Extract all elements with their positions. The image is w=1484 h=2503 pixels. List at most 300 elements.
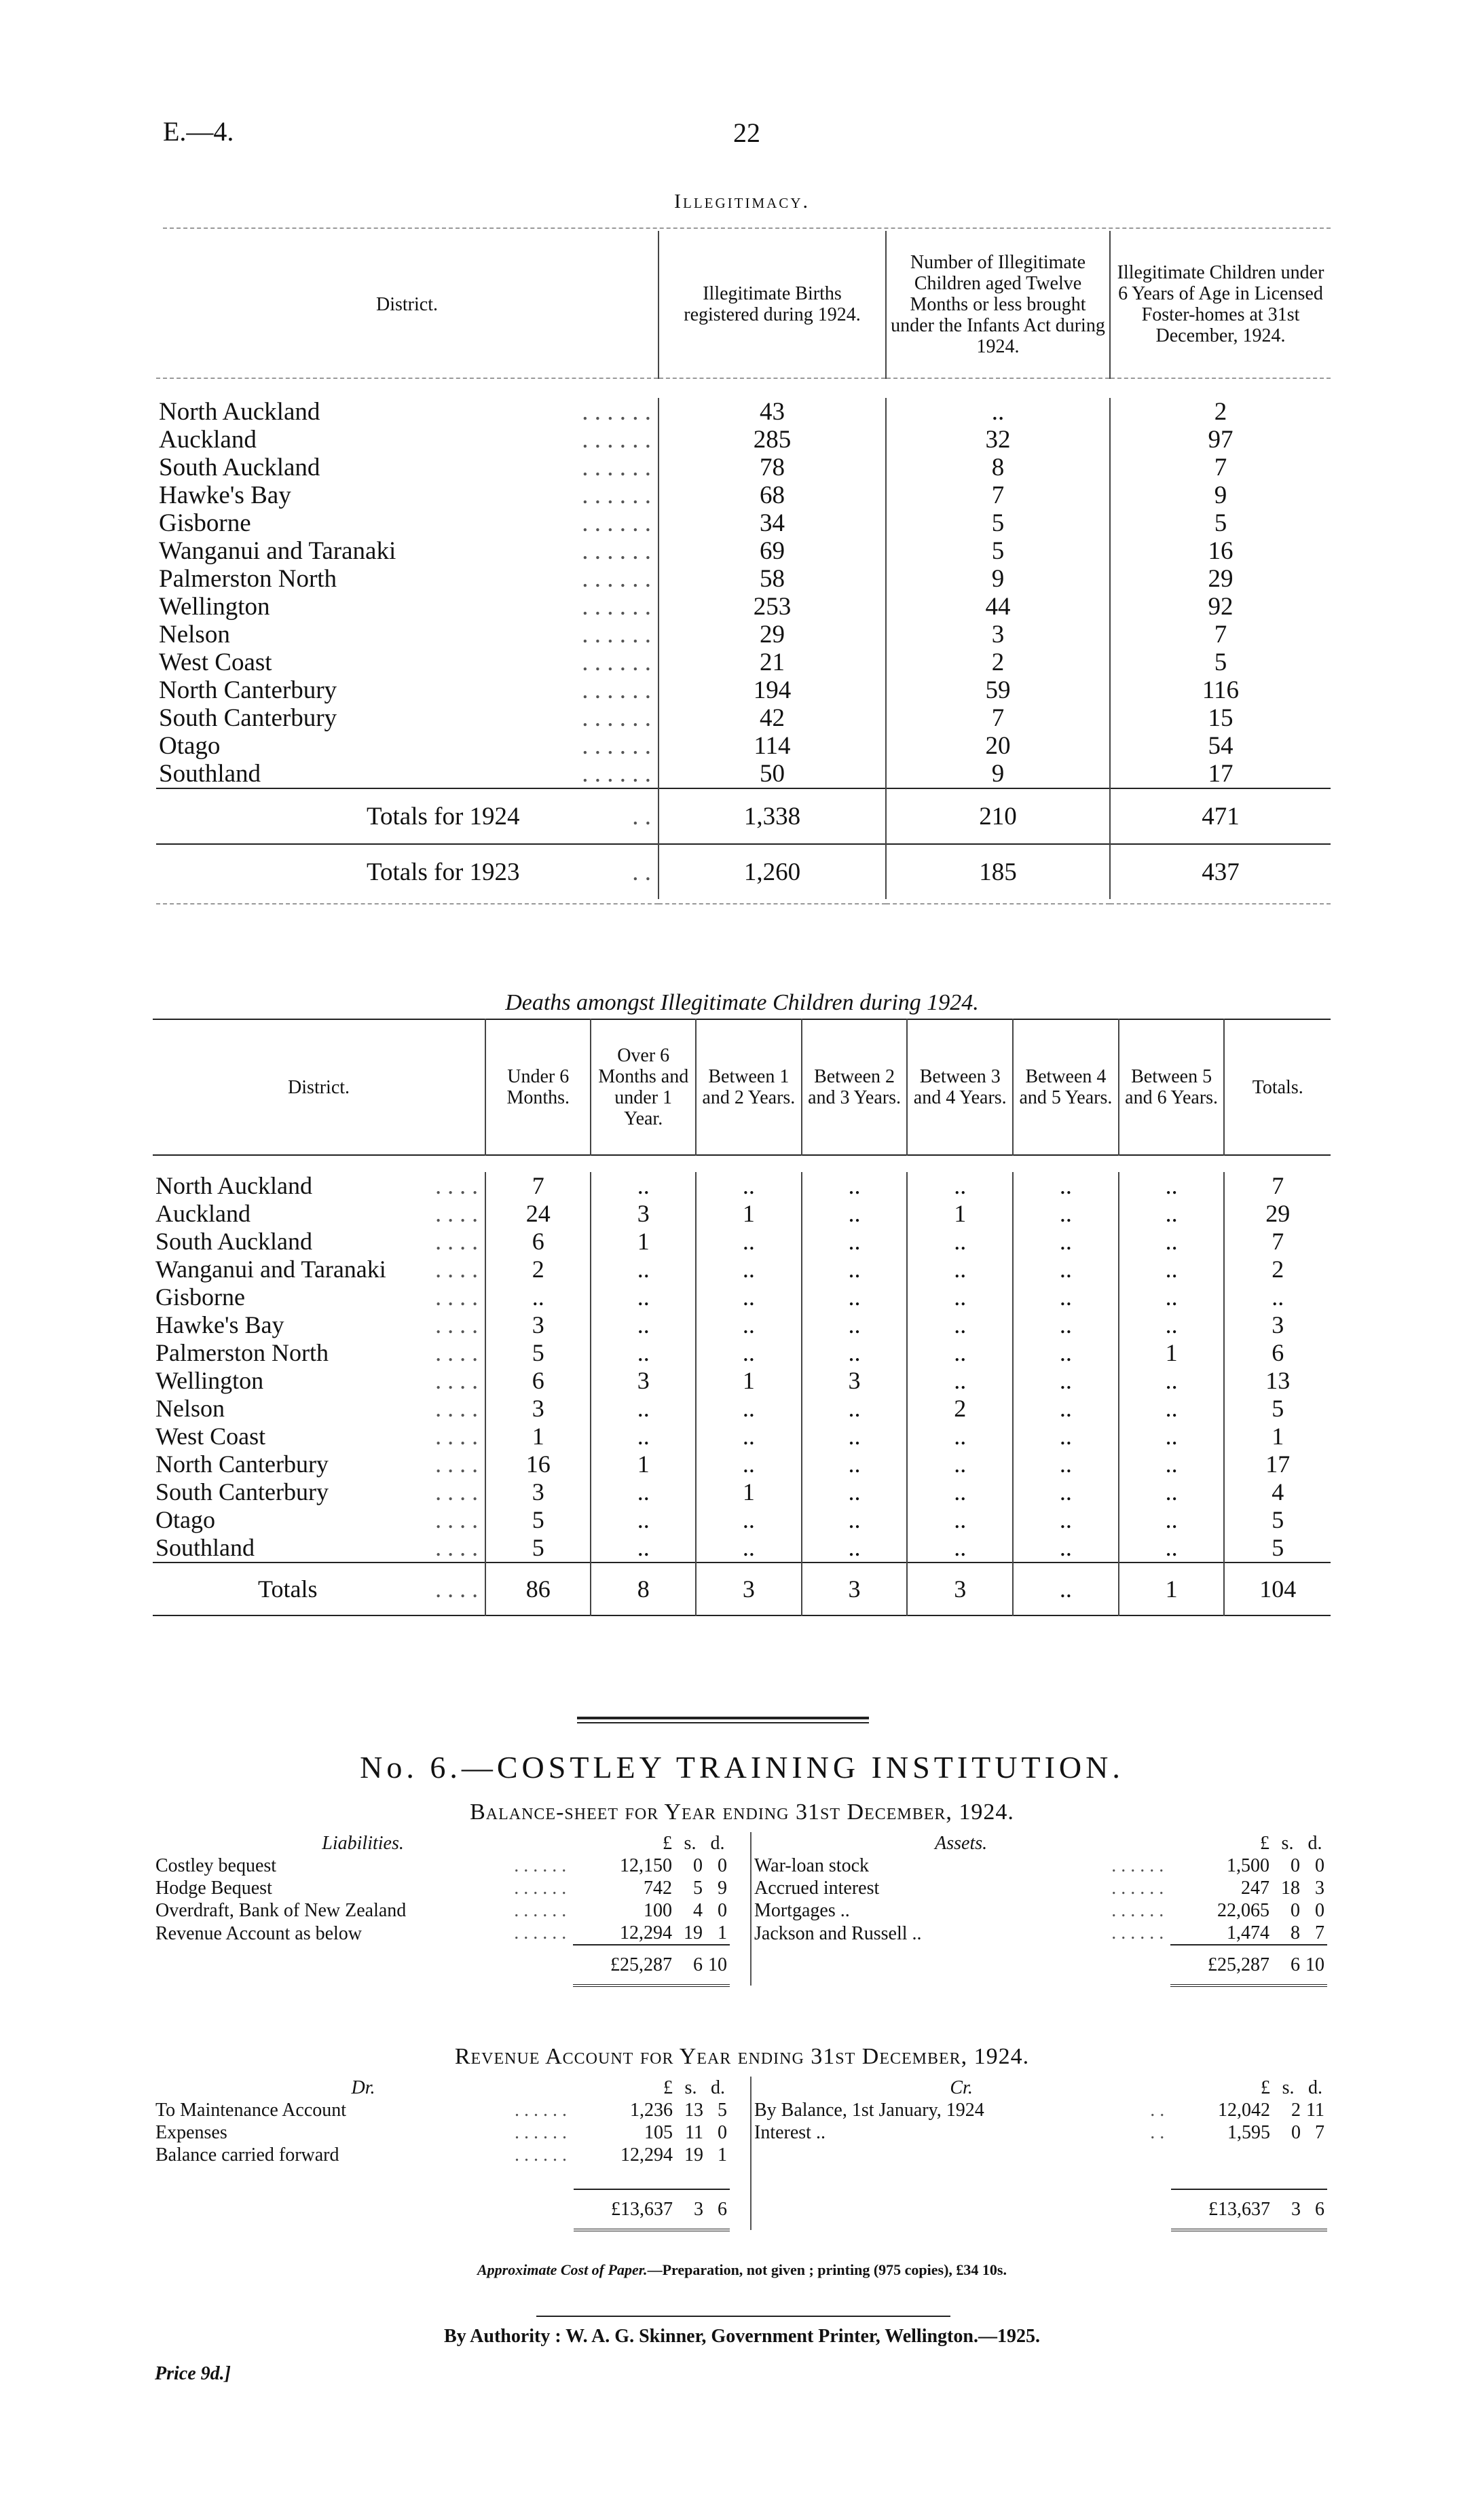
leader-dots: . . . . xyxy=(435,1367,479,1394)
amount-pounds: 742 xyxy=(644,1878,673,1899)
deaths-cell: 2 xyxy=(1224,1256,1331,1283)
amount-pence: 3 xyxy=(1315,1878,1324,1899)
deaths-cell: 4 xyxy=(1224,1478,1331,1506)
account-item: Balance carried forward xyxy=(155,2144,339,2166)
table-row xyxy=(156,537,1331,565)
district-name: Wanganui and Taranaki xyxy=(159,537,396,565)
lsd-header: s. xyxy=(1282,2077,1295,2098)
deaths-cell: .. xyxy=(907,1172,1013,1200)
deaths-cell: 3 xyxy=(485,1395,591,1423)
deaths-cell: .. xyxy=(591,1339,696,1367)
account-row xyxy=(153,1922,730,1945)
district-name: Palmerston North xyxy=(155,1339,329,1366)
totals-label: Totals for 1924 xyxy=(367,802,520,830)
lsd-header: d. xyxy=(1307,2077,1322,2098)
account-item: Expenses xyxy=(155,2122,227,2143)
amount-shillings: 13 xyxy=(684,2100,703,2121)
balance-sheet-title: Balance-sheet for Year ending 31st December, 1924. xyxy=(470,1799,1014,1825)
district-name: Nelson xyxy=(155,1395,225,1422)
account-row xyxy=(153,2121,730,2144)
amount-shillings: 11 xyxy=(685,2122,703,2143)
deaths-cell: .. xyxy=(591,1395,696,1423)
table-row xyxy=(153,1228,1331,1256)
amount-pounds: 12,294 xyxy=(620,2144,673,2166)
deaths-cell: 3 xyxy=(485,1311,591,1339)
account-row xyxy=(153,1877,730,1899)
totals-label: Totals xyxy=(258,1575,318,1603)
leader-dots: . . . . . . xyxy=(582,509,651,537)
amount-pounds: 105 xyxy=(644,2122,673,2143)
leader-dots: . . . . xyxy=(435,1200,479,1227)
deaths-cell: .. xyxy=(802,1395,908,1423)
cell-foster: 17 xyxy=(1110,760,1331,788)
table-row xyxy=(153,1256,1331,1283)
account-item: Overdraft, Bank of New Zealand xyxy=(155,1900,407,1921)
district-name: Otago xyxy=(155,1506,215,1533)
total-amount: £25,287 xyxy=(573,1945,675,1986)
deaths-cell: .. xyxy=(1119,1200,1225,1228)
deaths-cell: .. xyxy=(1119,1172,1225,1200)
deaths-cell: 1 xyxy=(591,1228,696,1256)
deaths-cell: .. xyxy=(1013,1534,1119,1563)
deaths-cell: .. xyxy=(1119,1478,1225,1506)
table-row xyxy=(153,1478,1331,1506)
cell-infants: 5 xyxy=(886,509,1110,537)
cell-foster: 97 xyxy=(1110,426,1331,454)
district-name: South Canterbury xyxy=(159,704,337,732)
amount-pounds: 247 xyxy=(1241,1878,1270,1899)
cell-foster: 16 xyxy=(1110,537,1331,565)
total-amount: 3 xyxy=(675,2189,706,2230)
amount-shillings: 0 xyxy=(1290,1855,1300,1876)
amount-pence: 1 xyxy=(718,1922,727,1943)
deaths-cell: 1 xyxy=(485,1423,591,1450)
amount-shillings: 0 xyxy=(1291,2122,1301,2143)
deaths-total: 3 xyxy=(907,1563,1013,1615)
amount-pence: 0 xyxy=(718,1900,727,1921)
amount-shillings: 18 xyxy=(1280,1878,1300,1899)
account-row xyxy=(153,2099,730,2121)
lsd-header: s. xyxy=(1281,1833,1294,1854)
leader-dots: . . . . . . xyxy=(514,1900,567,1921)
deaths-col-header: Between 1 and 2 Years. xyxy=(696,1019,802,1155)
table-row xyxy=(153,1423,1331,1450)
account-item: War-loan stock xyxy=(754,1855,870,1876)
cell-births: 69 xyxy=(658,537,886,565)
cell-births: 50 xyxy=(658,760,886,788)
account-side-label: Assets. xyxy=(935,1833,988,1854)
revenue-debit-table xyxy=(153,2077,730,2231)
amount-pence: 11 xyxy=(1306,2100,1324,2121)
cell-foster: 9 xyxy=(1110,481,1331,509)
deaths-col-header: Between 2 and 3 Years. xyxy=(802,1019,908,1155)
deaths-cell: .. xyxy=(1013,1450,1119,1478)
deaths-total: 8 xyxy=(591,1563,696,1615)
deaths-cell: 17 xyxy=(1224,1450,1331,1478)
deaths-cell: .. xyxy=(1119,1506,1225,1534)
deaths-cell: .. xyxy=(907,1450,1013,1478)
deaths-cell: .. xyxy=(696,1283,802,1311)
deaths-cell: 3 xyxy=(1224,1311,1331,1339)
table-row xyxy=(153,1283,1331,1311)
leader-dots: . . . . . . xyxy=(515,2100,567,2121)
deaths-cell: .. xyxy=(1013,1395,1119,1423)
leader-dots: . . . . xyxy=(435,1339,479,1366)
total-foster: 471 xyxy=(1110,788,1331,844)
amount-pence: 7 xyxy=(1315,1922,1324,1943)
report-reference: E.—4. xyxy=(163,116,234,147)
cell-foster: 5 xyxy=(1110,509,1331,537)
deaths-total: 1 xyxy=(1119,1563,1225,1615)
account-total-row xyxy=(751,1945,1327,1986)
leader-dots: . . xyxy=(632,858,651,886)
deaths-cell: .. xyxy=(802,1450,908,1478)
table-row xyxy=(156,454,1331,481)
leader-dots: . . . . . . xyxy=(514,1855,567,1876)
deaths-cell: .. xyxy=(1013,1200,1119,1228)
cell-births: 114 xyxy=(658,732,886,760)
leader-dots: . . . . . . xyxy=(582,426,651,454)
deaths-col-header: Totals. xyxy=(1224,1019,1331,1155)
amount-pounds: 12,150 xyxy=(620,1855,673,1876)
table-row xyxy=(156,565,1331,593)
district-name: Southland xyxy=(155,1534,255,1561)
deaths-cell: .. xyxy=(591,1172,696,1200)
total-amount: £13,637 xyxy=(1171,2189,1273,2230)
account-item: Interest .. xyxy=(754,2122,826,2143)
deaths-cell: .. xyxy=(591,1506,696,1534)
cell-births: 34 xyxy=(658,509,886,537)
deaths-cell: .. xyxy=(696,1311,802,1339)
amount-shillings: 0 xyxy=(692,1855,703,1876)
totals-label: Totals for 1923 xyxy=(367,858,520,886)
account-row xyxy=(751,2121,1327,2144)
deaths-total: 3 xyxy=(802,1563,908,1615)
deaths-cell: 1 xyxy=(696,1478,802,1506)
account-total-row xyxy=(153,2189,730,2230)
amount-pounds: 1,474 xyxy=(1227,1922,1270,1943)
cell-foster: 116 xyxy=(1110,676,1331,704)
deaths-cell: 6 xyxy=(1224,1339,1331,1367)
deaths-cell: 7 xyxy=(1224,1228,1331,1256)
total-amount: 3 xyxy=(1273,2189,1303,2230)
cell-infants: 3 xyxy=(886,621,1110,648)
account-item: Accrued interest xyxy=(754,1878,880,1899)
cell-infants: 8 xyxy=(886,454,1110,481)
deaths-cell: .. xyxy=(1013,1228,1119,1256)
cell-births: 42 xyxy=(658,704,886,732)
deaths-cell: .. xyxy=(802,1311,908,1339)
cell-foster: 7 xyxy=(1110,621,1331,648)
amount-pounds: 22,065 xyxy=(1217,1900,1270,1921)
deaths-cell: .. xyxy=(1013,1172,1119,1200)
table-row xyxy=(156,593,1331,621)
account-header-row xyxy=(751,1832,1327,1855)
col-foster: Illegitimate Children under 6 Years of Age in Licensed Foster-homes at 31st December, 1924. xyxy=(1110,231,1331,378)
deaths-table xyxy=(153,1019,1331,1616)
liabilities-table xyxy=(153,1832,730,1987)
account-side-label: Liabilities. xyxy=(322,1833,404,1854)
deaths-cell: .. xyxy=(1119,1311,1225,1339)
deaths-cell: .. xyxy=(802,1423,908,1450)
deaths-cell: 1 xyxy=(696,1200,802,1228)
account-side-label: Dr. xyxy=(351,2077,375,2098)
cell-infants: 9 xyxy=(886,760,1110,788)
amount-pounds: 1,500 xyxy=(1227,1855,1270,1876)
deaths-cell: 3 xyxy=(485,1478,591,1506)
account-total-row xyxy=(751,2189,1327,2230)
deaths-cell: .. xyxy=(591,1256,696,1283)
total-amount: 6 xyxy=(1303,2189,1327,2230)
district-name: West Coast xyxy=(159,648,272,676)
leader-dots: . . . . . . xyxy=(582,760,651,788)
cell-births: 29 xyxy=(658,621,886,648)
leader-dots: . . . . . . xyxy=(582,537,651,565)
deaths-cell: 5 xyxy=(485,1534,591,1563)
deaths-cell: .. xyxy=(1119,1423,1225,1450)
district-name: North Canterbury xyxy=(159,676,337,704)
leader-dots: . . . . . . xyxy=(582,481,651,509)
total-foster: 437 xyxy=(1110,844,1331,899)
cell-foster: 54 xyxy=(1110,732,1331,760)
cell-infants: 7 xyxy=(886,481,1110,509)
total-infants: 185 xyxy=(886,844,1110,899)
leader-dots: . . . . . . xyxy=(582,454,651,481)
leader-dots: . . . . . . xyxy=(582,732,651,760)
leader-dots: . . . . xyxy=(435,1172,479,1199)
leader-dots: . . . . . . xyxy=(1111,1900,1164,1921)
leader-dots: . . xyxy=(1150,2122,1165,2143)
deaths-cell: .. xyxy=(802,1478,908,1506)
total-infants: 210 xyxy=(886,788,1110,844)
table-row xyxy=(156,481,1331,509)
account-item: To Maintenance Account xyxy=(155,2100,347,2121)
deaths-cell: .. xyxy=(696,1228,802,1256)
cell-infants: 5 xyxy=(886,537,1110,565)
account-row xyxy=(153,1899,730,1922)
cell-births: 285 xyxy=(658,426,886,454)
cell-foster: 5 xyxy=(1110,648,1331,676)
deaths-total: 86 xyxy=(485,1563,591,1615)
district-name: Southland xyxy=(159,760,261,788)
amount-pounds: 12,294 xyxy=(620,1922,673,1943)
amount-shillings: 8 xyxy=(1290,1922,1300,1943)
deaths-cell: .. xyxy=(802,1256,908,1283)
deaths-col-header: Between 3 and 4 Years. xyxy=(907,1019,1013,1155)
lsd-header: d. xyxy=(711,2077,725,2098)
totals-row xyxy=(156,788,1331,844)
district-name: Auckland xyxy=(159,426,257,454)
lsd-header: £ xyxy=(663,1833,673,1854)
cell-infants: .. xyxy=(886,398,1110,426)
leader-dots: . . . . . . xyxy=(582,593,651,621)
deaths-cell: .. xyxy=(802,1172,908,1200)
deaths-cell: 3 xyxy=(591,1367,696,1395)
cell-infants: 44 xyxy=(886,593,1110,621)
leader-dots: . . . . . . xyxy=(1111,1922,1164,1943)
cell-foster: 7 xyxy=(1110,454,1331,481)
price: Price 9d.] xyxy=(155,2363,231,2384)
amount-pence: 7 xyxy=(1315,2122,1324,2143)
total-amount: £13,637 xyxy=(574,2189,675,2230)
leader-dots: . . . . xyxy=(435,1478,479,1505)
totals-row xyxy=(153,1563,1331,1615)
amount-shillings: 0 xyxy=(1290,1900,1300,1921)
total-amount: £25,287 xyxy=(1170,1945,1272,1986)
cell-births: 43 xyxy=(658,398,886,426)
leader-dots: . . . . xyxy=(435,1423,479,1450)
amount-shillings: 19 xyxy=(683,1922,703,1943)
district-name: Hawke's Bay xyxy=(159,481,291,509)
amount-pence: 1 xyxy=(718,2144,727,2166)
district-name: South Auckland xyxy=(155,1228,312,1255)
page-number: 22 xyxy=(733,117,760,148)
deaths-cell: .. xyxy=(802,1339,908,1367)
table-row xyxy=(156,760,1331,788)
deaths-cell: 24 xyxy=(485,1200,591,1228)
leader-dots: . . . . . . xyxy=(582,398,651,426)
authority-line: By Authority : W. A. G. Skinner, Government Printer, Wellington.—1925. xyxy=(444,2326,1040,2347)
deaths-cell: 1 xyxy=(591,1450,696,1478)
deaths-cell: .. xyxy=(907,1283,1013,1311)
deaths-cell: 2 xyxy=(485,1256,591,1283)
lsd-header: s. xyxy=(684,2077,697,2098)
deaths-cell: .. xyxy=(1013,1283,1119,1311)
total-amount: 6 xyxy=(675,1945,705,1986)
deaths-cell: .. xyxy=(1013,1367,1119,1395)
leader-dots: . . . . xyxy=(435,1283,479,1311)
district-name: Hawke's Bay xyxy=(155,1311,284,1338)
district-name: North Auckland xyxy=(159,398,320,426)
cell-infants: 59 xyxy=(886,676,1110,704)
table-row xyxy=(153,1339,1331,1367)
deaths-cell: 13 xyxy=(1224,1367,1331,1395)
account-row xyxy=(153,1855,730,1877)
totals-row xyxy=(156,844,1331,899)
district-name: Otago xyxy=(159,732,221,760)
table-row xyxy=(153,1450,1331,1478)
account-total-row xyxy=(153,1945,730,1986)
account-item: Jackson and Russell .. xyxy=(754,1922,922,1944)
total-amount: 10 xyxy=(1303,1945,1327,1986)
illegitimacy-table xyxy=(156,231,1331,905)
cell-infants: 2 xyxy=(886,648,1110,676)
amount-pence: 0 xyxy=(718,1855,727,1876)
deaths-cell: .. xyxy=(802,1200,908,1228)
deaths-cell: .. xyxy=(696,1395,802,1423)
lsd-header: £ xyxy=(1260,1833,1270,1854)
district-name: South Canterbury xyxy=(155,1478,329,1505)
total-amount: 6 xyxy=(1272,1945,1303,1986)
leader-dots: . . . . . . xyxy=(515,2122,567,2143)
deaths-cell: .. xyxy=(591,1283,696,1311)
table-row xyxy=(156,648,1331,676)
deaths-cell: 7 xyxy=(1224,1172,1331,1200)
cell-births: 68 xyxy=(658,481,886,509)
table-row xyxy=(156,621,1331,648)
amount-shillings: 4 xyxy=(692,1900,703,1921)
deaths-cell: .. xyxy=(591,1534,696,1563)
deaths-total: 104 xyxy=(1224,1563,1331,1615)
deaths-cell: 6 xyxy=(485,1367,591,1395)
amount-pounds: 1,595 xyxy=(1227,2122,1271,2143)
leader-dots: . . . . . . xyxy=(514,1878,567,1899)
deaths-cell: 29 xyxy=(1224,1200,1331,1228)
leader-dots: . . . . xyxy=(435,1534,479,1561)
amount-pence: 5 xyxy=(718,2100,727,2121)
account-item: Mortgages .. xyxy=(754,1900,850,1921)
leader-dots: . . . . . . xyxy=(1111,1878,1164,1899)
deaths-cell: 3 xyxy=(591,1200,696,1228)
leader-dots: . . xyxy=(632,803,651,830)
leader-dots: . . . . . . xyxy=(1111,1855,1164,1876)
district-name: Wanganui and Taranaki xyxy=(155,1256,386,1283)
deaths-cell: 5 xyxy=(485,1339,591,1367)
deaths-cell: .. xyxy=(696,1339,802,1367)
deaths-cell: 1 xyxy=(907,1200,1013,1228)
district-name: Palmerston North xyxy=(159,565,337,593)
cell-infants: 9 xyxy=(886,565,1110,593)
leader-dots: . . . . . . xyxy=(515,2144,567,2166)
deaths-cell: 3 xyxy=(802,1367,908,1395)
account-item: Hodge Bequest xyxy=(155,1878,272,1899)
cell-foster: 29 xyxy=(1110,565,1331,593)
deaths-cell: .. xyxy=(696,1506,802,1534)
account-row xyxy=(751,1877,1327,1899)
district-name: South Auckland xyxy=(159,454,320,481)
leader-dots: . . . . xyxy=(435,1256,479,1283)
deaths-cell: 1 xyxy=(696,1367,802,1395)
deaths-cell: .. xyxy=(907,1311,1013,1339)
table-row xyxy=(153,1200,1331,1228)
district-name: Gisborne xyxy=(159,509,251,537)
deaths-cell: .. xyxy=(802,1534,908,1563)
cell-births: 21 xyxy=(658,648,886,676)
deaths-cell: .. xyxy=(1013,1506,1119,1534)
account-row xyxy=(751,1855,1327,1877)
deaths-cell: .. xyxy=(907,1478,1013,1506)
deaths-cell: .. xyxy=(696,1450,802,1478)
deaths-cell: 5 xyxy=(1224,1395,1331,1423)
assets-table xyxy=(750,1832,1327,1987)
lsd-header: £ xyxy=(663,2077,673,2098)
amount-shillings: 5 xyxy=(692,1878,703,1899)
deaths-col-header: Between 4 and 5 Years. xyxy=(1013,1019,1119,1155)
deaths-col-header: Over 6 Months and under 1 Year. xyxy=(591,1019,696,1155)
deaths-cell: .. xyxy=(591,1311,696,1339)
table-row xyxy=(156,509,1331,537)
leader-dots: . . . . . . xyxy=(582,565,651,593)
account-header-row xyxy=(751,2077,1327,2099)
cell-foster: 2 xyxy=(1110,398,1331,426)
deaths-cell: .. xyxy=(1119,1228,1225,1256)
deaths-cell: 6 xyxy=(485,1228,591,1256)
district-name: Wellington xyxy=(159,593,270,621)
district-name: West Coast xyxy=(155,1423,266,1450)
deaths-cell: .. xyxy=(696,1534,802,1563)
district-name: Gisborne xyxy=(155,1283,245,1311)
leader-dots: . . . . xyxy=(435,1450,479,1478)
amount-pounds: 100 xyxy=(644,1900,673,1921)
deaths-cell: .. xyxy=(696,1256,802,1283)
amount-pence: 0 xyxy=(1315,1900,1324,1921)
account-item: By Balance, 1st January, 1924 xyxy=(754,2100,984,2121)
cell-births: 194 xyxy=(658,676,886,704)
deaths-cell: .. xyxy=(1119,1395,1225,1423)
deaths-cell: .. xyxy=(1013,1311,1119,1339)
deaths-cell: 7 xyxy=(485,1172,591,1200)
col-infants: Number of Illegitimate Children aged Twelve Months or less brought under the Infants Act during 1924. xyxy=(886,231,1110,378)
